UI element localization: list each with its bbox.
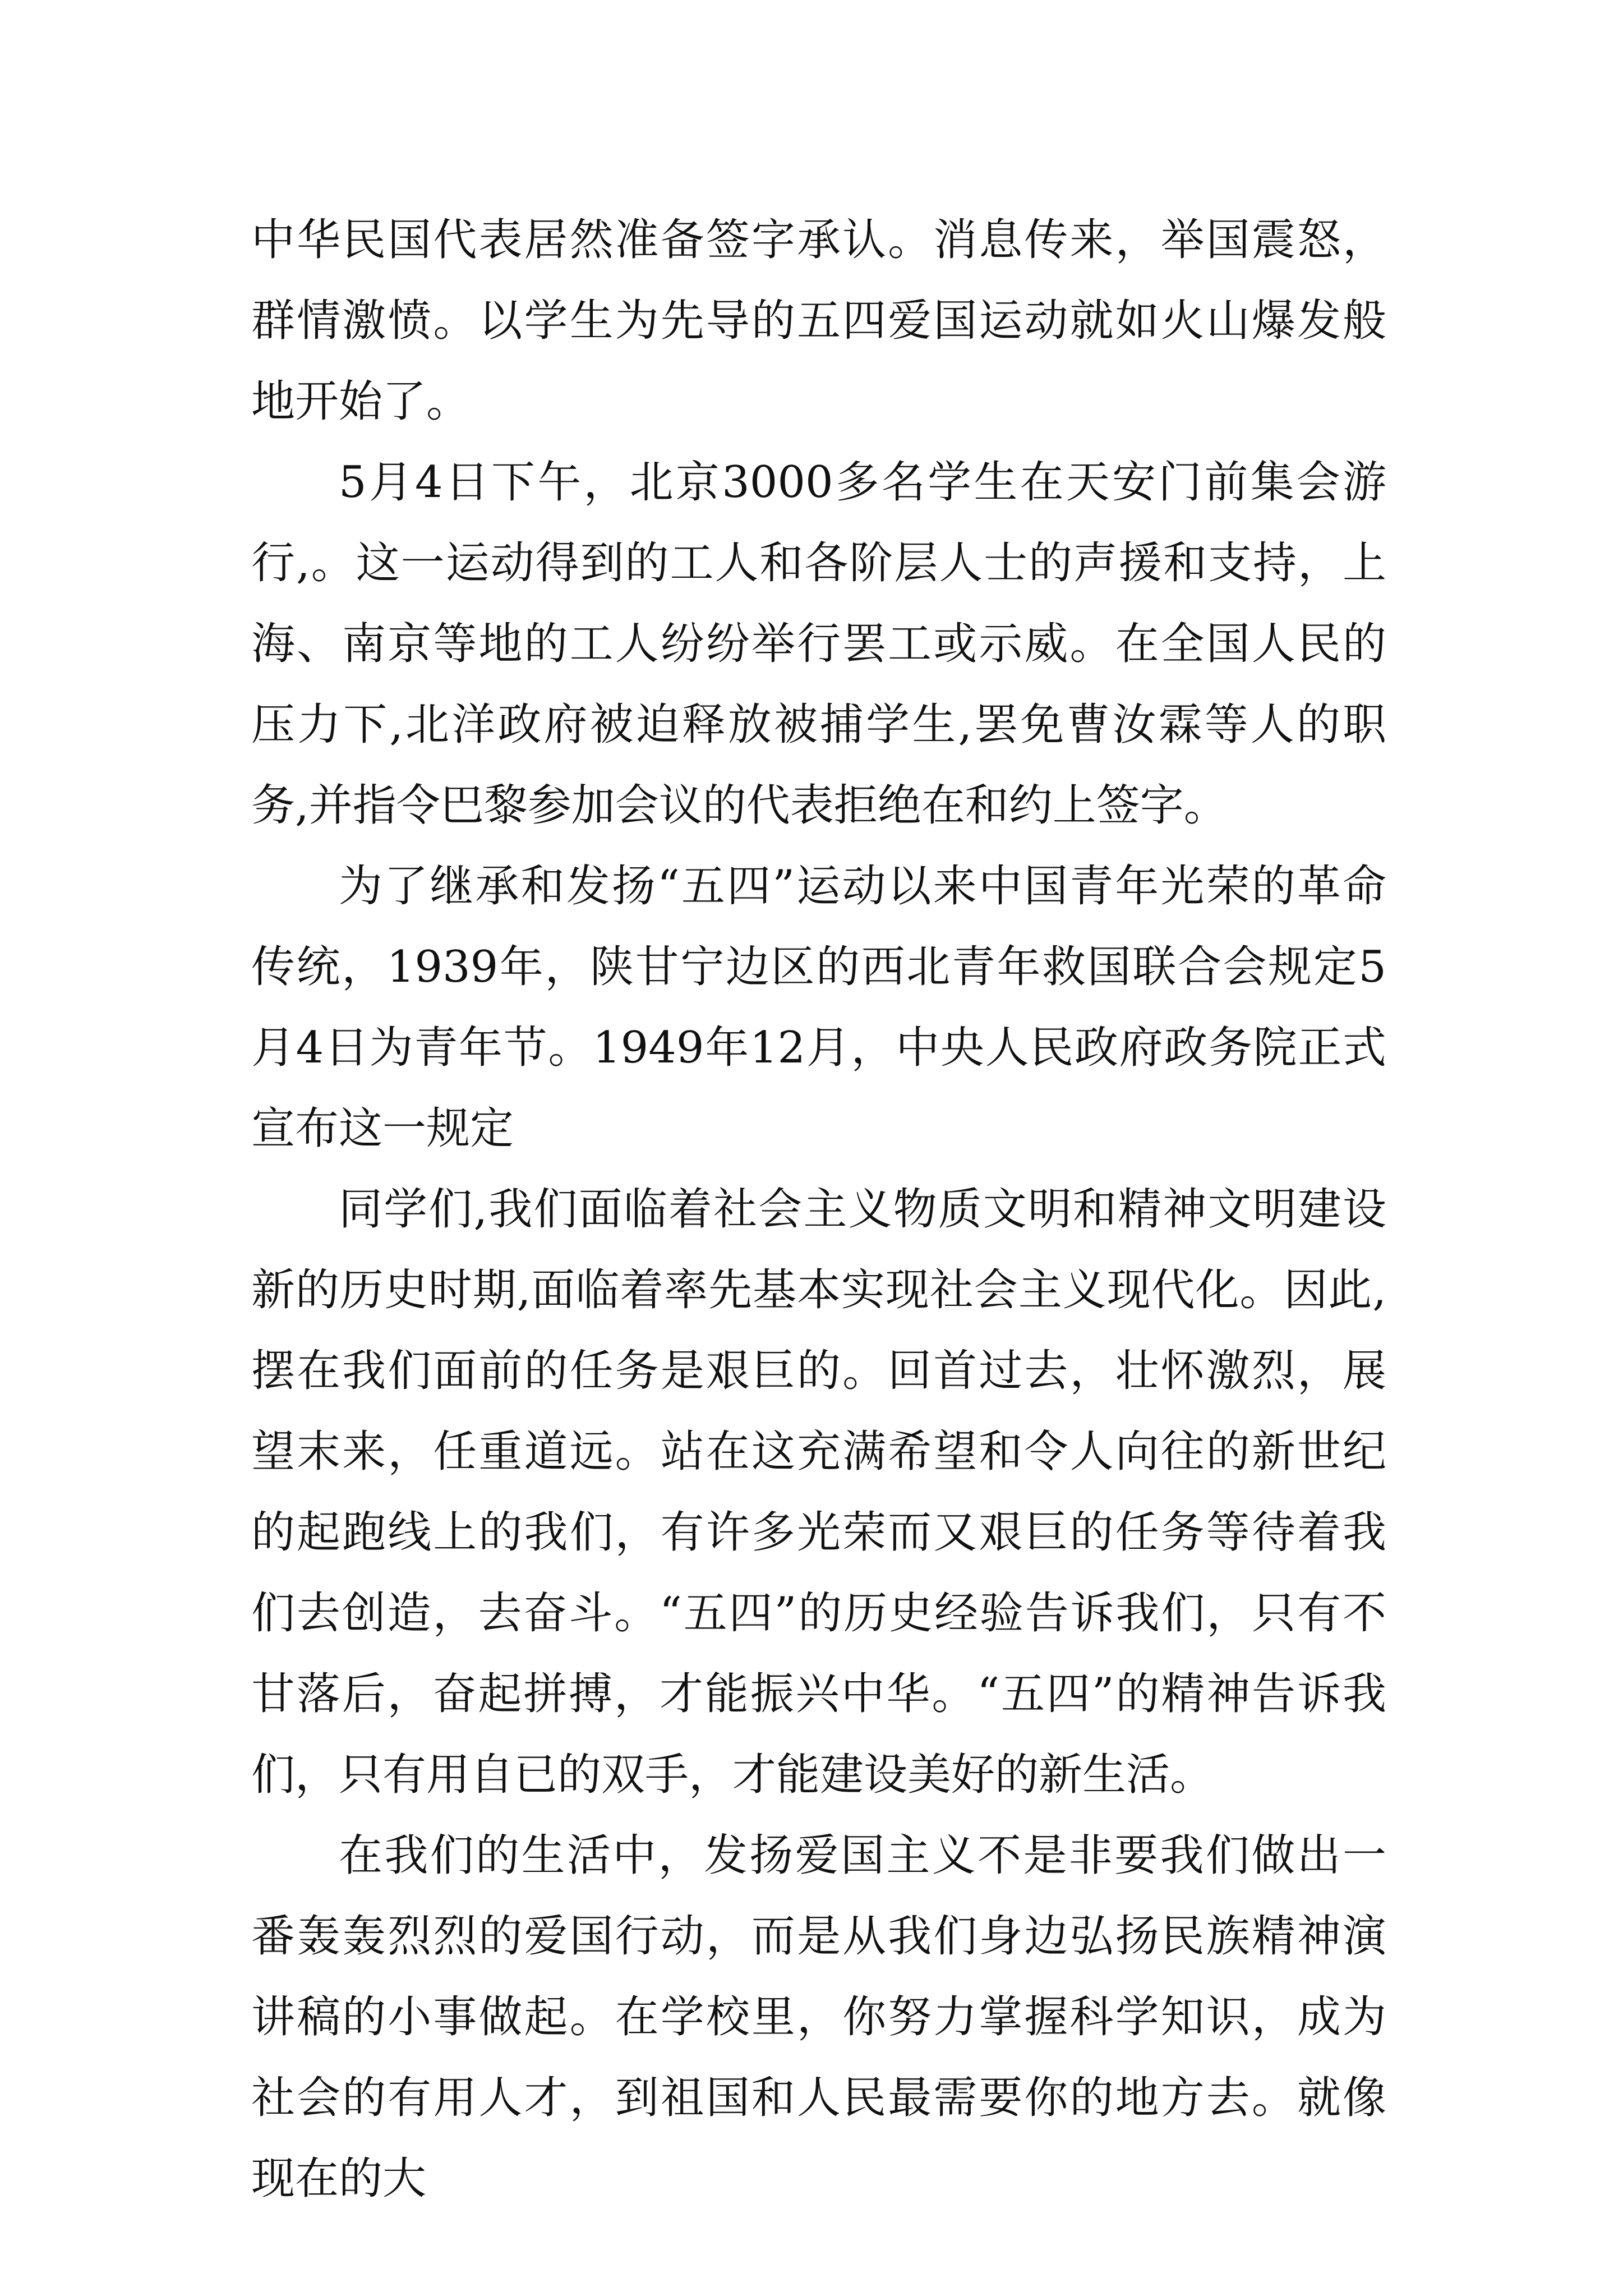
document-body bbox=[251, 200, 1386, 2219]
paragraph-youth-day: 为了继承和发扬“五四”运动以来中国青年光荣的革命传统，1939年，陕甘宁边区的西北青年救国联合会规定5月4日为青年节。1949年12月，中央人民政府政务院正式宣布这一规定 bbox=[251, 861, 1386, 1154]
paragraph-daily-life: 在我们的生活中，发扬爱国主义不是非要我们做出一番轰轰烈烈的爱国行动，而是从我们身边弘扬民族精神演讲稿的小事做起。在学校里，你努力掌握科学知识，成为社会的有用人才，到祖国和人民最需要你的地方去。就像现在的大 bbox=[251, 1830, 1386, 2204]
paragraph-may-fourth-protest: 5月4日下午，北京3000多名学生在天安门前集会游行,。这一运动得到的工人和各阶层人士的声援和支持，上海、南京等地的工人纷纷举行罢工或示威。在全国人民的压力下,北洋政府被迫释放被捕学生,罢免曹汝霖等人的职务,并指令巴黎参加会议的代表拒绝在和约上签字。 bbox=[251, 457, 1386, 831]
paragraph-classmates: 同学们,我们面临着社会主义物质文明和精神文明建设新的历史时期,面临着率先基本实现社会主义现代化。因此,摆在我们面前的任务是艰巨的。回首过去，壮怀激烈，展望末来，任重道远。站在这充满希望和令人向往的新世纪的起跑线上的我们，有许多光荣而又艰巨的任务等待着我们去创造，去奋斗。“五四”的历史经验告诉我们，只有不甘落后，奋起拼搏，才能振兴中华。“五四”的精神告诉我们，只有用自已的双手，才能建设美好的新生活。 bbox=[251, 1184, 1386, 1800]
paragraph-continuation: 中华民国代表居然准备签字承认。消息传来，举国震怒，群情激愤。以学生为先导的五四爱国运动就如火山爆发般地开始了。 bbox=[251, 215, 1386, 427]
